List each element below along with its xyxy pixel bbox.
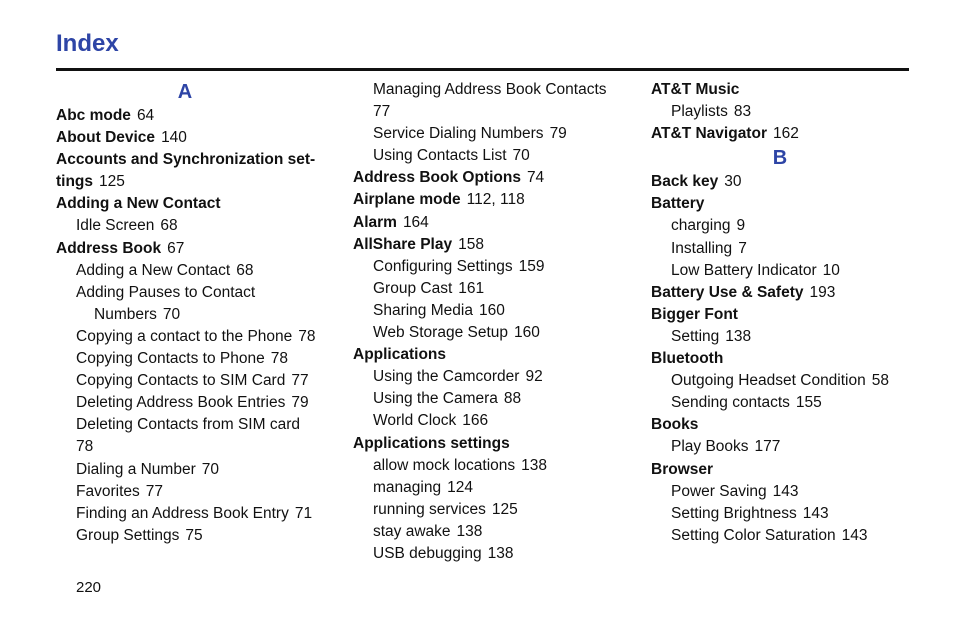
entry-label: charging (671, 217, 731, 235)
entry-label: Applications settings (353, 434, 510, 452)
entry-pages[interactable]: 143 (841, 526, 868, 544)
entry-pages[interactable]: 138 (725, 327, 752, 345)
index-subterm (651, 370, 941, 392)
entry-label: Applications (353, 346, 447, 364)
entry-pages[interactable]: 58 (871, 372, 889, 390)
title-rule (56, 68, 909, 71)
entry-pages[interactable]: 155 (795, 394, 822, 412)
index-subterm (353, 256, 643, 278)
entry-pages[interactable]: 162 (772, 125, 799, 143)
entry-label: Copying Contacts to Phone (76, 350, 265, 368)
index-subterm (353, 123, 643, 145)
index-subterm (353, 521, 643, 543)
index-term (651, 304, 941, 326)
entry-label: AT&T Navigator (651, 125, 767, 143)
entry-label: Battery Use & Safety (651, 283, 804, 301)
index-subterm (56, 525, 346, 547)
entry-pages[interactable]: 79 (549, 125, 567, 143)
entry-label: Using the Camcorder (373, 368, 520, 386)
entry-pages[interactable]: 30 (724, 173, 742, 191)
entry-pages[interactable]: 177 (754, 438, 781, 456)
entry-label: About Device (56, 129, 156, 147)
entry-pages[interactable]: 68 (160, 217, 178, 235)
index-subterm (353, 388, 643, 410)
entry-label: Deleting Contacts from SIM card (76, 416, 300, 434)
index-term (56, 105, 346, 127)
entry-label: Books (651, 416, 699, 434)
entry-pages[interactable]: 70 (512, 147, 530, 165)
index-term (56, 193, 346, 215)
entry-label: Address Book Options (353, 169, 521, 187)
entry-label: Idle Screen (76, 217, 155, 235)
index-term (56, 149, 346, 171)
index-subterm (56, 215, 346, 237)
entry-label: Airplane mode (353, 191, 461, 209)
entry-label: World Clock (373, 412, 457, 430)
entry-label: stay awake (373, 522, 451, 540)
entry-pages[interactable]: 158 (458, 235, 484, 253)
index-column-3 (651, 79, 941, 547)
index-subterm (56, 370, 346, 392)
index-term (353, 212, 643, 234)
index-subterm (353, 145, 643, 167)
entry-pages[interactable]: 7 (738, 239, 747, 257)
entry-pages[interactable]: 124 (447, 478, 473, 496)
entry-label: Finding an Address Book Entry (76, 504, 289, 522)
entry-pages[interactable]: 71 (294, 504, 313, 522)
entry-label: AT&T Music (651, 81, 740, 98)
entry-pages[interactable]: 125 (99, 173, 125, 191)
entry-pages[interactable]: 125 (491, 500, 518, 518)
entry-pages[interactable]: 74 (526, 169, 545, 187)
entry-pages[interactable]: 10 (822, 261, 840, 279)
page-title: Index (56, 30, 119, 57)
entry-label: Deleting Address Book Entries (76, 394, 286, 412)
entry-label: allow mock locations (373, 456, 516, 474)
entry-label: Outgoing Headset Condition (671, 372, 866, 390)
entry-label: Bigger Font (651, 305, 738, 323)
index-term (353, 167, 643, 189)
index-subterm (56, 282, 346, 304)
index-term (651, 282, 941, 304)
index-term (651, 79, 941, 101)
entry-label: Browser (651, 460, 714, 478)
entry-list (353, 79, 643, 565)
entry-pages[interactable]: 160 (478, 301, 505, 319)
index-subterm (56, 436, 346, 458)
index-subterm (56, 392, 346, 414)
index-term (353, 433, 643, 455)
entry-pages[interactable]: 78 (270, 350, 288, 368)
index-subterm (651, 525, 941, 547)
index-subterm (651, 101, 941, 123)
index-term (651, 414, 941, 436)
entry-pages[interactable]: 88 (503, 390, 522, 408)
index-term (56, 171, 346, 193)
entry-label: Bluetooth (651, 350, 724, 368)
index-subterm (651, 215, 941, 237)
entry-label: USB debugging (373, 544, 482, 562)
index-subterm (353, 543, 643, 565)
entry-pages[interactable]: 161 (458, 279, 485, 297)
index-subterm (651, 503, 941, 525)
entry-label: Configuring Settings (373, 257, 513, 275)
entry-label: 77 (373, 103, 391, 121)
entry-label: AllShare Play (353, 235, 453, 253)
entry-label: Playlists (671, 103, 728, 121)
entry-pages[interactable]: 160 (514, 324, 540, 342)
index-term (56, 238, 346, 260)
page-number: 220 (76, 579, 102, 596)
entry-pages[interactable]: 79 (291, 394, 309, 412)
index-subterm (56, 304, 346, 326)
entry-pages[interactable]: 77 (145, 482, 163, 500)
entry-pages[interactable]: 64 (136, 107, 155, 124)
index-term (651, 348, 941, 370)
index-subterm (56, 503, 346, 525)
entry-pages[interactable]: 78 (298, 327, 316, 345)
entry-label: Setting (671, 327, 720, 345)
index-term (353, 189, 643, 211)
entry-label: Numbers (94, 305, 157, 323)
index-subterm (353, 477, 643, 499)
index-subterm (353, 101, 643, 123)
entry-label: Battery (651, 195, 705, 213)
index-subterm (353, 410, 643, 432)
entry-label: Dialing a Number (76, 460, 196, 478)
entry-pages[interactable]: 9 (736, 217, 746, 235)
entry-label: Play Books (671, 438, 749, 456)
entry-label: Group Settings (76, 526, 180, 544)
index-subterm (651, 260, 941, 282)
entry-label: Web Storage Setup (373, 324, 508, 342)
entry-label: Favorites (76, 482, 140, 500)
entry-label: running services (373, 500, 486, 518)
entry-label: Accounts and Synchronization set- (56, 151, 316, 169)
index-subterm (651, 481, 941, 503)
entry-pages[interactable]: 143 (802, 504, 829, 522)
index-column-1 (56, 79, 346, 547)
entry-label: Copying a contact to the Phone (76, 327, 293, 345)
index-term (651, 193, 941, 215)
index-subterm (353, 278, 643, 300)
index-subterm (56, 348, 346, 370)
index-subterm (353, 366, 643, 388)
index-term (56, 127, 346, 149)
section-letter-a: A (177, 81, 193, 103)
entry-label: Group Cast (373, 279, 453, 297)
index-subterm (56, 260, 346, 282)
index-subterm (353, 79, 643, 101)
index-subterm (353, 322, 643, 344)
entry-label: Copying Contacts to SIM Card (76, 372, 286, 390)
index-term (353, 234, 643, 256)
index-subterm (353, 300, 643, 322)
entry-pages[interactable]: 143 (772, 482, 799, 500)
entry-pages[interactable]: 140 (161, 129, 187, 147)
entry-pages[interactable]: 164 (402, 213, 429, 231)
entry-pages[interactable]: 67 (167, 239, 185, 257)
entry-label: tings (56, 173, 94, 191)
entry-label: Adding Pauses to Contact (76, 283, 256, 301)
index-term (651, 459, 941, 481)
index-subterm (651, 326, 941, 348)
entry-label: Adding a New Contact (56, 195, 221, 213)
entry-pages[interactable]: 138 (521, 456, 548, 474)
entry-pages[interactable]: 138 (487, 544, 514, 562)
entry-pages[interactable]: 75 (185, 526, 203, 544)
entry-label: Address Book (56, 239, 162, 257)
entry-label: managing (373, 478, 442, 496)
entry-label: 78 (76, 438, 94, 456)
entry-label: Service Dialing Numbers (373, 125, 544, 143)
entry-label: Using the Camera (373, 390, 498, 408)
index-subterm (56, 459, 346, 481)
entry-label: Setting Color Saturation (671, 526, 836, 544)
entry-label: Power Saving (671, 482, 767, 500)
index-subterm (353, 455, 643, 477)
entry-pages[interactable]: 77 (291, 372, 309, 390)
entry-label: Adding a New Contact (76, 261, 231, 279)
entry-label: Sharing Media (373, 301, 473, 319)
entry-pages[interactable]: 166 (462, 412, 489, 430)
index-subterm (56, 481, 346, 503)
index-subterm (56, 326, 346, 348)
index-term (651, 123, 941, 145)
index-subterm (651, 392, 941, 414)
index-term (353, 344, 643, 366)
entry-label: Abc mode (56, 107, 131, 124)
entry-pages[interactable]: 83 (733, 103, 752, 121)
entry-pages[interactable]: 70 (201, 460, 219, 478)
entry-pages[interactable]: 138 (456, 522, 483, 540)
index-subterm (353, 499, 643, 521)
index-subterm (651, 436, 941, 458)
index-term (651, 171, 941, 193)
entry-list (651, 79, 941, 145)
section-letter-b: B (772, 147, 788, 170)
index-subterm (56, 414, 346, 436)
entry-pages[interactable]: 112, 118 (466, 191, 525, 209)
entry-label: Sending contacts (671, 394, 790, 412)
entry-pages[interactable]: 92 (525, 368, 543, 386)
entry-pages[interactable]: 70 (162, 305, 181, 323)
entry-label: Low Battery Indicator (671, 261, 817, 279)
entry-label: Setting Brightness (671, 504, 797, 522)
entry-pages[interactable]: 68 (236, 261, 254, 279)
entry-label: Alarm (353, 213, 397, 231)
index-subterm (651, 238, 941, 260)
entry-list (651, 171, 941, 547)
entry-label: Using Contacts List (373, 147, 507, 165)
entry-pages[interactable]: 159 (518, 257, 545, 275)
entry-label: Back key (651, 173, 719, 191)
entry-list (56, 105, 346, 547)
entry-label: Managing Address Book Contacts (373, 81, 607, 98)
entry-pages[interactable]: 193 (809, 283, 836, 301)
index-column-2 (353, 79, 643, 565)
entry-label: Installing (671, 239, 733, 257)
